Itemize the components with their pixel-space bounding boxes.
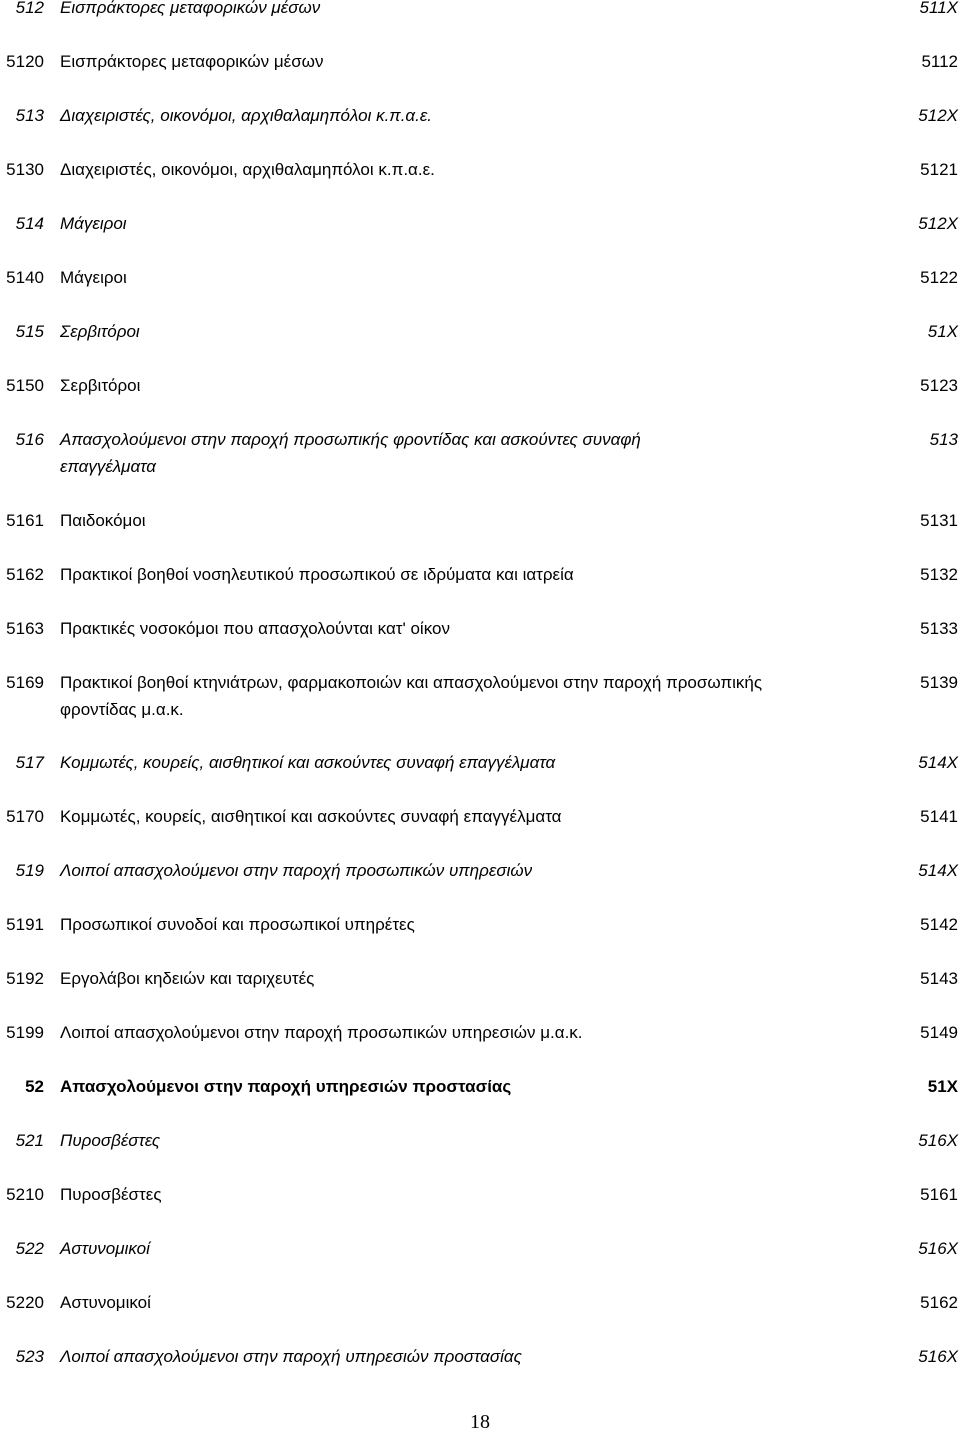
- reference-code: 514X: [918, 753, 958, 772]
- occupation-code: 522: [15, 1239, 44, 1258]
- occupation-title: Πρακτικοί βοηθοί κτηνιάτρων, φαρμακοποιών και απασχολούμενοι στην παροχή προσωπικής φροντίδας μ.α.κ.: [60, 673, 763, 719]
- occupation-title: Πυροσβέστες: [60, 1131, 161, 1150]
- occupation-code: 5130: [6, 160, 44, 179]
- occupation-code: 5220: [6, 1293, 44, 1312]
- occupation-title: Παιδοκόμοι: [60, 511, 146, 530]
- occupation-code: 519: [15, 861, 44, 880]
- occupation-code: 517: [15, 753, 44, 772]
- reference-code: 516X: [918, 1239, 958, 1258]
- reference-code: 516X: [918, 1131, 958, 1150]
- occupation-title: Πρακτικές νοσοκόμοι που απασχολούνται κατ' οίκον: [60, 619, 450, 638]
- occupation-title: Πυροσβέστες: [60, 1185, 162, 1204]
- occupation-code: 5162: [6, 565, 44, 584]
- occupation-code: 5163: [6, 619, 44, 638]
- reference-code: 5161: [920, 1185, 958, 1204]
- occupation-title: Μάγειροι: [60, 214, 127, 233]
- occupation-title: Εργολάβοι κηδειών και ταριχευτές: [60, 969, 315, 988]
- reference-code: 5133: [920, 619, 958, 638]
- reference-code: 5143: [920, 969, 958, 988]
- occupation-title: Μάγειροι: [60, 268, 127, 287]
- reference-code: 5131: [920, 511, 958, 530]
- occupation-code: 5169: [6, 673, 44, 692]
- occupation-title: Λοιποί απασχολούμενοι στην παροχή προσωπικών υπηρεσιών μ.α.κ.: [60, 1023, 583, 1042]
- reference-code: 516X: [918, 1347, 958, 1366]
- reference-code: 5142: [920, 915, 958, 934]
- occupation-title: Κομμωτές, κουρείς, αισθητικοί και ασκούντες συναφή επαγγέλματα: [60, 807, 562, 826]
- occupation-code: 516: [15, 430, 44, 449]
- reference-code: 51X: [927, 1077, 958, 1096]
- reference-code: 5141: [920, 807, 958, 826]
- occupation-title: Απασχολούμενοι στην παροχή υπηρεσιών προστασίας: [60, 1077, 512, 1096]
- occupation-code: 514: [15, 214, 44, 233]
- reference-code: 513: [929, 430, 958, 449]
- occupation-code: 515: [15, 322, 44, 341]
- occupation-title: Πρακτικοί βοηθοί νοσηλευτικού προσωπικού σε ιδρύματα και ιατρεία: [60, 565, 574, 584]
- reference-code: 514X: [918, 861, 958, 880]
- occupation-code: 513: [15, 106, 44, 125]
- occupation-code: 5140: [6, 268, 44, 287]
- occupation-title: Διαχειριστές, οικονόμοι, αρχιθαλαμηπόλοι κ.π.α.ε.: [60, 106, 433, 125]
- occupation-code: 5161: [6, 511, 44, 530]
- occupation-code: 5191: [6, 915, 44, 934]
- occupation-code: 521: [15, 1131, 44, 1150]
- reference-code: 51X: [927, 322, 958, 341]
- occupation-title: Λοιποί απασχολούμενοι στην παροχή υπηρεσιών προστασίας: [60, 1347, 522, 1366]
- reference-code: 5122: [920, 268, 958, 287]
- occupation-code: 5120: [6, 52, 44, 71]
- occupation-code: 523: [15, 1347, 44, 1366]
- reference-code: 5132: [920, 565, 958, 584]
- occupation-title: Σερβιτόροι: [60, 322, 140, 341]
- reference-code: 5149: [920, 1023, 958, 1042]
- occupation-code: 52: [25, 1077, 44, 1096]
- reference-code: 511X: [919, 0, 958, 17]
- reference-code: 5139: [920, 673, 958, 692]
- occupation-code: 5192: [6, 969, 44, 988]
- reference-code: 512X: [918, 214, 958, 233]
- reference-code: 5123: [920, 376, 958, 395]
- occupation-title: Αστυνομικοί: [60, 1293, 151, 1312]
- occupation-code: 5210: [6, 1185, 44, 1204]
- occupation-code: 5170: [6, 807, 44, 826]
- occupation-title: Διαχειριστές, οικονόμοι, αρχιθαλαμηπόλοι κ.π.α.ε.: [60, 160, 435, 179]
- occupation-title: Προσωπικοί συνοδοί και προσωπικοί υπηρέτες: [60, 915, 415, 934]
- occupation-title: Κομμωτές, κουρείς, αισθητικοί και ασκούντες συναφή επαγγέλματα: [60, 753, 556, 772]
- occupation-code: 5199: [6, 1023, 44, 1042]
- reference-code: 512X: [918, 106, 958, 125]
- occupation-code: 5150: [6, 376, 44, 395]
- occupation-title: Λοιποί απασχολούμενοι στην παροχή προσωπικών υπηρεσιών: [60, 861, 533, 880]
- occupation-title: Αστυνομικοί: [60, 1239, 150, 1258]
- occupation-title: Απασχολούμενοι στην παροχή προσωπικής φροντίδας και ασκούντες συναφή επαγγέλματα: [60, 430, 641, 476]
- occupation-title: Εισπράκτορες μεταφορικών μέσων: [60, 52, 324, 71]
- reference-code: 5112: [921, 52, 958, 71]
- page-number: 18: [470, 1411, 490, 1433]
- occupation-title: Σερβιτόροι: [60, 376, 141, 395]
- reference-code: 5162: [920, 1293, 958, 1312]
- reference-code: 5121: [920, 160, 958, 179]
- occupation-code: 512: [15, 0, 44, 17]
- occupation-title: Εισπράκτορες μεταφορικών μέσων: [60, 0, 321, 17]
